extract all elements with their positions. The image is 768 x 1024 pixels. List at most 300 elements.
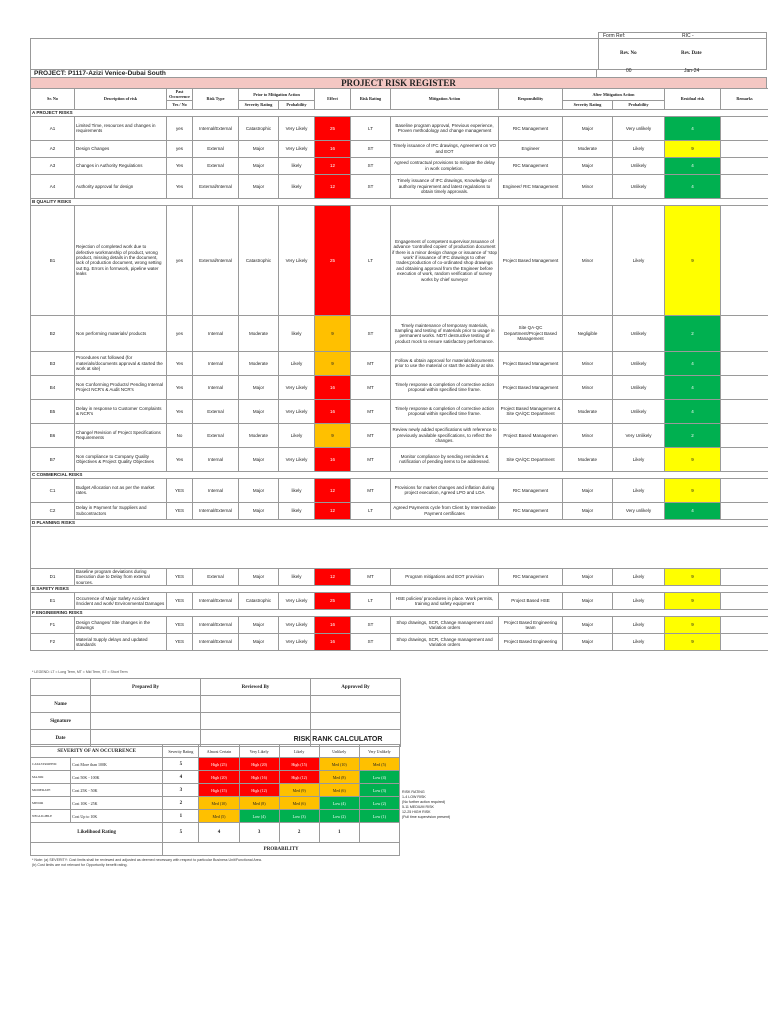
risk-type: External/Internal bbox=[193, 205, 239, 315]
approved-name-field[interactable] bbox=[311, 696, 401, 713]
severity-rating-value: 3 bbox=[163, 784, 199, 797]
probability: likely bbox=[279, 478, 315, 502]
effect-score: 16 bbox=[315, 375, 351, 399]
col-prior: Prior to Mitigation Action bbox=[239, 89, 315, 101]
likelihood-value: 2 bbox=[279, 823, 319, 843]
residual-probability: Likely bbox=[613, 205, 665, 315]
risk-type: External bbox=[193, 568, 239, 585]
severity-name: NEGLIGIBLE bbox=[31, 810, 71, 823]
note-line: (Full time supervision present) bbox=[402, 815, 451, 819]
risk-id: B6 bbox=[31, 423, 75, 447]
past-occurrence: yes bbox=[167, 140, 193, 157]
responsibility: Project Based Engineering bbox=[499, 634, 563, 651]
residual-risk: 4 bbox=[665, 399, 721, 423]
risk-term: ST bbox=[351, 157, 391, 174]
severity-rating: Catastrophic bbox=[239, 593, 279, 610]
matrix-cell: Low (3) bbox=[359, 784, 399, 797]
past-occurrence: YES bbox=[167, 502, 193, 519]
section-header bbox=[31, 610, 768, 617]
col-sev: Severity Rating bbox=[239, 100, 279, 109]
risk-term: ST bbox=[351, 174, 391, 198]
severity-cost: Cost More than 100K bbox=[71, 758, 163, 771]
col-effect: Effect bbox=[315, 89, 351, 110]
reviewed-signature-field[interactable] bbox=[201, 713, 311, 730]
calculator-row bbox=[31, 810, 400, 823]
residual-severity: Major bbox=[563, 478, 613, 502]
severity-rating: Major bbox=[239, 375, 279, 399]
calc-col-almost-certain: Almost Certain bbox=[199, 745, 239, 758]
severity-rating: Catastrophic bbox=[239, 116, 279, 140]
remarks bbox=[721, 157, 768, 174]
severity-rating: Moderate bbox=[239, 351, 279, 375]
past-occurrence: yes bbox=[167, 315, 193, 351]
risk-row bbox=[31, 423, 768, 447]
effect-score: 25 bbox=[315, 593, 351, 610]
matrix-cell: High (16) bbox=[239, 771, 279, 784]
responsibility: RIC Management bbox=[499, 116, 563, 140]
responsibility: RIC Management bbox=[499, 157, 563, 174]
residual-risk: 4 bbox=[665, 375, 721, 399]
calc-col-unlikely: Unlikely bbox=[319, 745, 359, 758]
col-past: Past Occurrence bbox=[167, 89, 193, 101]
matrix-cell: Low (4) bbox=[239, 810, 279, 823]
calculator-body bbox=[31, 758, 400, 823]
residual-risk: 9 bbox=[665, 447, 721, 471]
residual-severity: Moderate bbox=[563, 447, 613, 471]
residual-probability: Very unlikely bbox=[613, 116, 665, 140]
risk-term: ST bbox=[351, 315, 391, 351]
prepared-name-field[interactable] bbox=[91, 696, 201, 713]
risk-row bbox=[31, 351, 768, 375]
matrix-cell: Med (5) bbox=[199, 810, 239, 823]
risk-type: External bbox=[193, 399, 239, 423]
residual-risk: 9 bbox=[665, 478, 721, 502]
risk-row bbox=[31, 157, 768, 174]
mitigation-action: Shop drawings, SCR, Change management and Variation orders bbox=[391, 617, 499, 634]
risk-row bbox=[31, 502, 768, 519]
severity-rating-value: 4 bbox=[163, 771, 199, 784]
past-occurrence: YES bbox=[167, 593, 193, 610]
calculator-row bbox=[31, 771, 400, 784]
residual-probability: Unlikely bbox=[613, 157, 665, 174]
effect-score: 12 bbox=[315, 174, 351, 198]
risk-row bbox=[31, 478, 768, 502]
residual-severity: Negligible bbox=[563, 315, 613, 351]
residual-probability: Likely bbox=[613, 593, 665, 610]
responsibility: Engineer bbox=[499, 140, 563, 157]
severity-rating: Major bbox=[239, 447, 279, 471]
residual-probability: Unlikely bbox=[613, 375, 665, 399]
risk-row bbox=[31, 116, 768, 140]
residual-severity: Minor bbox=[563, 375, 613, 399]
probability: likely bbox=[279, 502, 315, 519]
responsibility: Project Based Engineering team bbox=[499, 617, 563, 634]
residual-severity: Minor bbox=[563, 351, 613, 375]
residual-probability: Very Unlikely bbox=[613, 423, 665, 447]
risk-type: Internal bbox=[193, 351, 239, 375]
residual-risk: 4 bbox=[665, 174, 721, 198]
probability: Likely bbox=[279, 351, 315, 375]
footnote bbox=[32, 858, 632, 868]
severity-name: MINOR bbox=[31, 797, 71, 810]
risk-type: Internal bbox=[193, 375, 239, 399]
severity-rating: Major bbox=[239, 140, 279, 157]
effect-score: 16 bbox=[315, 447, 351, 471]
responsibility: RIC Management bbox=[499, 478, 563, 502]
remarks bbox=[721, 375, 768, 399]
risk-id: B4 bbox=[31, 375, 75, 399]
effect-score: 16 bbox=[315, 140, 351, 157]
matrix-cell: High (15) bbox=[279, 758, 319, 771]
risk-id: A1 bbox=[31, 116, 75, 140]
calculator-row bbox=[31, 758, 400, 771]
mitigation-action: Timely issuance of IFC drawings, Agreement on VO and EOT bbox=[391, 140, 499, 157]
responsibility: Project Based Management bbox=[499, 205, 563, 315]
col-prob: Probability bbox=[279, 100, 315, 109]
approved-by-label: Approved By bbox=[311, 679, 401, 696]
remarks bbox=[721, 423, 768, 447]
remarks bbox=[721, 116, 768, 140]
risk-id: B3 bbox=[31, 351, 75, 375]
remarks bbox=[721, 617, 768, 634]
effect-score: 25 bbox=[315, 116, 351, 140]
residual-severity: Major bbox=[563, 617, 613, 634]
past-occurrence: Yes bbox=[167, 447, 193, 471]
risk-description: Rejection of completed work due to defective workmanship of product, wrong product, missing details in the document, lack of production document, wrong setting out Eg. Errors in formwork, pipeline water leaks bbox=[75, 205, 167, 315]
risk-type: Internal/External bbox=[193, 116, 239, 140]
residual-probability: Unlikely bbox=[613, 315, 665, 351]
risk-table-body bbox=[31, 109, 768, 650]
footnote-line-2: (b) Cost limits are not relevant for Opportunity benefit rating. bbox=[32, 863, 128, 867]
severity-cost: Cost 10K - 25K bbox=[71, 797, 163, 810]
risk-description: Baseline program deviations during Execution due to Delay from external sources. bbox=[75, 568, 167, 585]
effect-score: 12 bbox=[315, 157, 351, 174]
risk-id: B2 bbox=[31, 315, 75, 351]
risk-description: Design Changes bbox=[75, 140, 167, 157]
remarks bbox=[721, 399, 768, 423]
risk-description: Budget Allocation not as per the market rates. bbox=[75, 478, 167, 502]
section-header bbox=[31, 198, 768, 205]
residual-probability: Unlikely bbox=[613, 399, 665, 423]
severity-cost: Cost 50K - 100K bbox=[71, 771, 163, 784]
mitigation-action: Provisions for market changes and inflation during project execution, Agreed LPO and LOA bbox=[391, 478, 499, 502]
residual-risk: 4 bbox=[665, 502, 721, 519]
likelihood-label: Likelihood Rating bbox=[31, 823, 163, 843]
risk-term: MT bbox=[351, 478, 391, 502]
matrix-cell: Low (2) bbox=[359, 797, 399, 810]
risk-type: External/Internal bbox=[193, 174, 239, 198]
responsibility: RIC Management bbox=[499, 568, 563, 585]
risk-type: Internal/External bbox=[193, 593, 239, 610]
residual-severity: Major bbox=[563, 568, 613, 585]
form-ref-label: Form Ref: bbox=[603, 33, 626, 39]
section-header bbox=[31, 471, 768, 478]
mitigation-action: Timely response & completion of corrective action proposal within specified time frame. bbox=[391, 399, 499, 423]
note-line: (No further action required) bbox=[402, 800, 446, 804]
severity-rating-value: 1 bbox=[163, 810, 199, 823]
rev-no-value: 00 bbox=[626, 68, 632, 74]
calculator-row bbox=[31, 797, 400, 810]
past-occurrence: YES bbox=[167, 634, 193, 651]
risk-term: LT bbox=[351, 205, 391, 315]
severity-rating: Major bbox=[239, 478, 279, 502]
risk-term: LT bbox=[351, 116, 391, 140]
risk-row bbox=[31, 174, 768, 198]
responsibility: Site QA/QC Department bbox=[499, 447, 563, 471]
probability: likely bbox=[279, 174, 315, 198]
probability-label: PROBABILITY bbox=[163, 843, 400, 856]
effect-score: 9 bbox=[315, 423, 351, 447]
residual-risk: 2 bbox=[665, 315, 721, 351]
section-title: E SAFETY RISKS bbox=[31, 586, 768, 593]
risk-description: Non performing materials/ products bbox=[75, 315, 167, 351]
responsibility: Project Based Management bbox=[499, 351, 563, 375]
risk-row bbox=[31, 593, 768, 610]
risk-row bbox=[31, 617, 768, 634]
risk-type: Internal/External bbox=[193, 634, 239, 651]
probability: Very Likely bbox=[279, 593, 315, 610]
residual-probability: Unlikely bbox=[613, 351, 665, 375]
footnote-line-1: * Note: (a) SEVERITY: Cost limits shall be reviewed and adjusted as deemed necessary with respect to particular Business Unit/Functional Area. bbox=[32, 858, 262, 862]
matrix-cell: High (20) bbox=[239, 758, 279, 771]
risk-id: C1 bbox=[31, 478, 75, 502]
severity-cost: Cost Up to 10K bbox=[71, 810, 163, 823]
risk-id: B5 bbox=[31, 399, 75, 423]
risk-description: Delay in response to Customer Complaints & NCR's bbox=[75, 399, 167, 423]
matrix-cell: Med (10) bbox=[319, 758, 359, 771]
severity-rating: Moderate bbox=[239, 315, 279, 351]
note-line: 12-25 HIGH RISK bbox=[402, 810, 431, 814]
rev-date-label: Rev. Date bbox=[681, 51, 702, 56]
responsibility: Engineer/ RIC Management bbox=[499, 174, 563, 198]
remarks bbox=[721, 315, 768, 351]
remarks bbox=[721, 205, 768, 315]
date-label: Date bbox=[31, 730, 91, 747]
severity-rating-value: 5 bbox=[163, 758, 199, 771]
section-title: F ENGINEERING RISKS bbox=[31, 610, 768, 617]
mitigation-action: Timely maintenance of temporary materials, Sampling and testing of materials prior to usage in permanent works. NDT/ destructive testing of product mock to ensure satisfactory performance. bbox=[391, 315, 499, 351]
calc-col-severity: Severity Rating bbox=[163, 745, 199, 758]
reviewed-name-field[interactable] bbox=[201, 696, 311, 713]
probability: Very Likely bbox=[279, 447, 315, 471]
matrix-cell: High (15) bbox=[199, 784, 239, 797]
risk-id: F1 bbox=[31, 617, 75, 634]
past-occurrence: yes bbox=[167, 116, 193, 140]
risk-table bbox=[30, 88, 768, 651]
section-title: C COMMERCIAL RISKS bbox=[31, 471, 768, 478]
risk-row bbox=[31, 399, 768, 423]
risk-row bbox=[31, 205, 768, 315]
severity-rating: Major bbox=[239, 502, 279, 519]
section-title: A PROJECT RISKS bbox=[31, 109, 768, 116]
likelihood-value: 3 bbox=[239, 823, 279, 843]
col-residual: Residual risk bbox=[665, 89, 721, 110]
severity-name: MODERATE bbox=[31, 784, 71, 797]
effect-score: 25 bbox=[315, 205, 351, 315]
risk-term: ST bbox=[351, 617, 391, 634]
past-occurrence: Yes bbox=[167, 399, 193, 423]
note-line: 1-4 LOW RISK bbox=[402, 795, 426, 799]
past-occurrence: Yes bbox=[167, 157, 193, 174]
signature-label: Signature bbox=[31, 713, 91, 730]
risk-id: A2 bbox=[31, 140, 75, 157]
residual-risk: 9 bbox=[665, 140, 721, 157]
probability: likely bbox=[279, 568, 315, 585]
risk-term: LT bbox=[351, 502, 391, 519]
approved-signature-field[interactable] bbox=[311, 713, 401, 730]
responsibility: Project Based Management bbox=[499, 375, 563, 399]
past-occurrence: No bbox=[167, 423, 193, 447]
residual-risk: 2 bbox=[665, 423, 721, 447]
probability: Very Likely bbox=[279, 205, 315, 315]
residual-severity: Minor bbox=[563, 423, 613, 447]
project-name: PROJECT: P1117-Azizi Venice-Dubai South bbox=[30, 69, 597, 78]
risk-description: Changes in Authority Regulations bbox=[75, 157, 167, 174]
matrix-cell: High (12) bbox=[239, 784, 279, 797]
risk-term: ST bbox=[351, 140, 391, 157]
form-ref-value: RIC - bbox=[682, 33, 694, 39]
severity-name: MAJOR bbox=[31, 771, 71, 784]
mitigation-action: Agreed Payments cycle from Client by Intermediate Payment certificates bbox=[391, 502, 499, 519]
risk-term: MT bbox=[351, 423, 391, 447]
residual-severity: Minor bbox=[563, 174, 613, 198]
mitigation-action: Review newly added specifications with reference to previously available specifications, to reflect the changes. bbox=[391, 423, 499, 447]
page-title: PROJECT RISK REGISTER bbox=[30, 77, 767, 89]
residual-severity: Moderate bbox=[563, 140, 613, 157]
remarks bbox=[721, 478, 768, 502]
residual-probability: Unlikely bbox=[613, 174, 665, 198]
remarks bbox=[721, 593, 768, 610]
section-title: D PLANNING RISKS bbox=[31, 519, 768, 526]
residual-severity: Major bbox=[563, 634, 613, 651]
remarks bbox=[721, 568, 768, 585]
risk-term: MT bbox=[351, 447, 391, 471]
residual-severity: Moderate bbox=[563, 399, 613, 423]
section-header bbox=[31, 519, 768, 526]
calculator-title: RISK RANK CALCULATOR bbox=[293, 736, 383, 743]
mitigation-action: Program mitigations and EOT provision bbox=[391, 568, 499, 585]
matrix-cell: Med (10) bbox=[199, 797, 239, 810]
severity-header: SEVERITY OF AN OCCURRENCE bbox=[31, 745, 163, 758]
risk-id: F2 bbox=[31, 634, 75, 651]
reviewed-by-label: Reviewed By bbox=[201, 679, 311, 696]
probability: Very Likely bbox=[279, 399, 315, 423]
prepared-by-label: Prepared By bbox=[91, 679, 201, 696]
matrix-cell: Low (3) bbox=[279, 810, 319, 823]
probability: Very Likely bbox=[279, 375, 315, 399]
mitigation-action: Baseline program approval, Previous experience, Proven methodology and change management bbox=[391, 116, 499, 140]
risk-description: Non Conforming Products/ Pending Internal Project NCR's & Audit NCR's bbox=[75, 375, 167, 399]
risk-id: D1 bbox=[31, 568, 75, 585]
residual-probability: Likely bbox=[613, 617, 665, 634]
residual-severity: Major bbox=[563, 502, 613, 519]
risk-description: Delay in Payment for Suppliers and Subcontractors bbox=[75, 502, 167, 519]
col-sev2: Severity Rating bbox=[563, 100, 613, 109]
likelihood-value: 5 bbox=[163, 823, 199, 843]
severity-rating: Major bbox=[239, 568, 279, 585]
mitigation-action: Timely issuance of IFC drawings, Knowledge of authority requirement and latest regulations to obtain timely approvals. bbox=[391, 174, 499, 198]
mitigation-action: Engagement of competent supervisor,Issuance of advance 'controlled copies' of production document if there is a minor design change or issuance of 'stop work' if issuance of IFC drawings to other trades;production of co-ordinated shop drawings and obtaining approval from the Engineer before execution of work, random verification of survey works by chief surveyor bbox=[391, 205, 499, 315]
past-occurrence: YES bbox=[167, 617, 193, 634]
risk-type: External bbox=[193, 423, 239, 447]
risk-register-sheet bbox=[30, 30, 753, 870]
risk-rating-notes bbox=[402, 790, 502, 820]
residual-probability: Likely bbox=[613, 447, 665, 471]
col-mitigation: Mitigation Action bbox=[391, 89, 499, 110]
probability: Very Likely bbox=[279, 617, 315, 634]
risk-description: Non compliance to Company Quality Objectives & Project Quality Objectives bbox=[75, 447, 167, 471]
responsibility: Site QA-QC Department/Project Based Management bbox=[499, 315, 563, 351]
col-after: After Mitigation Action bbox=[563, 89, 665, 101]
prepared-signature-field[interactable] bbox=[91, 713, 201, 730]
remarks bbox=[721, 140, 768, 157]
risk-type: External bbox=[193, 140, 239, 157]
residual-risk: 9 bbox=[665, 634, 721, 651]
residual-risk: 9 bbox=[665, 617, 721, 634]
mitigation-action: HSE policies/ procedures in place. Work permits, training and safety equipment bbox=[391, 593, 499, 610]
residual-severity: Major bbox=[563, 157, 613, 174]
col-prob2: Probability bbox=[613, 100, 665, 109]
past-occurrence: Yes bbox=[167, 351, 193, 375]
residual-probability: Likely bbox=[613, 478, 665, 502]
effect-score: 16 bbox=[315, 634, 351, 651]
mitigation-action: Agreed contractual provisions to mitigate the delay in work completion. bbox=[391, 157, 499, 174]
rev-date-value: Jan-24 bbox=[684, 68, 700, 74]
matrix-cell: Low (4) bbox=[359, 771, 399, 784]
legend-text: * LEGEND: LT = Long Term, MT = Mid Term, ST = Short Term bbox=[32, 670, 128, 674]
risk-term: MT bbox=[351, 399, 391, 423]
residual-risk: 4 bbox=[665, 351, 721, 375]
probability: Very Likely bbox=[279, 634, 315, 651]
responsibility: Project Based HSE bbox=[499, 593, 563, 610]
risk-description: Occurrence of Major Safety Accident /Incident and work/ Environmental Damages bbox=[75, 593, 167, 610]
probability: Very Likely bbox=[279, 116, 315, 140]
risk-term: MT bbox=[351, 375, 391, 399]
risk-description: Authority approval for design bbox=[75, 174, 167, 198]
residual-severity: Major bbox=[563, 593, 613, 610]
col-desc: Description of risk bbox=[75, 89, 167, 110]
severity-rating: Catastrophic bbox=[239, 205, 279, 315]
residual-probability: Likely bbox=[613, 568, 665, 585]
risk-type: External bbox=[193, 157, 239, 174]
residual-risk: 9 bbox=[665, 593, 721, 610]
likelihood-value: 4 bbox=[199, 823, 239, 843]
risk-term: MT bbox=[351, 568, 391, 585]
effect-score: 12 bbox=[315, 568, 351, 585]
section-title: B QUALITY RISKS bbox=[31, 198, 768, 205]
name-label: Name bbox=[31, 696, 91, 713]
calc-col-very-likely: Very Likely bbox=[239, 745, 279, 758]
matrix-cell: Med (9) bbox=[279, 784, 319, 797]
residual-severity: Major bbox=[563, 116, 613, 140]
risk-row bbox=[31, 315, 768, 351]
calc-col-very-unlikely: Very Unlikely bbox=[359, 745, 399, 758]
col-type: Risk Type bbox=[193, 89, 239, 110]
residual-risk: 4 bbox=[665, 116, 721, 140]
residual-severity: Minor bbox=[563, 205, 613, 315]
col-past-sub: Yes / No bbox=[167, 100, 193, 109]
effect-score: 12 bbox=[315, 478, 351, 502]
risk-id: A3 bbox=[31, 157, 75, 174]
severity-rating: Major bbox=[239, 174, 279, 198]
remarks bbox=[721, 447, 768, 471]
risk-type: Internal/External bbox=[193, 617, 239, 634]
matrix-cell: Med (6) bbox=[279, 797, 319, 810]
risk-id: C2 bbox=[31, 502, 75, 519]
mitigation-action: Follow & obtain approval for materials/documents prior to use the material or start the activity at site. bbox=[391, 351, 499, 375]
responsibility: Project Based Managemen bbox=[499, 423, 563, 447]
effect-score: 9 bbox=[315, 351, 351, 375]
